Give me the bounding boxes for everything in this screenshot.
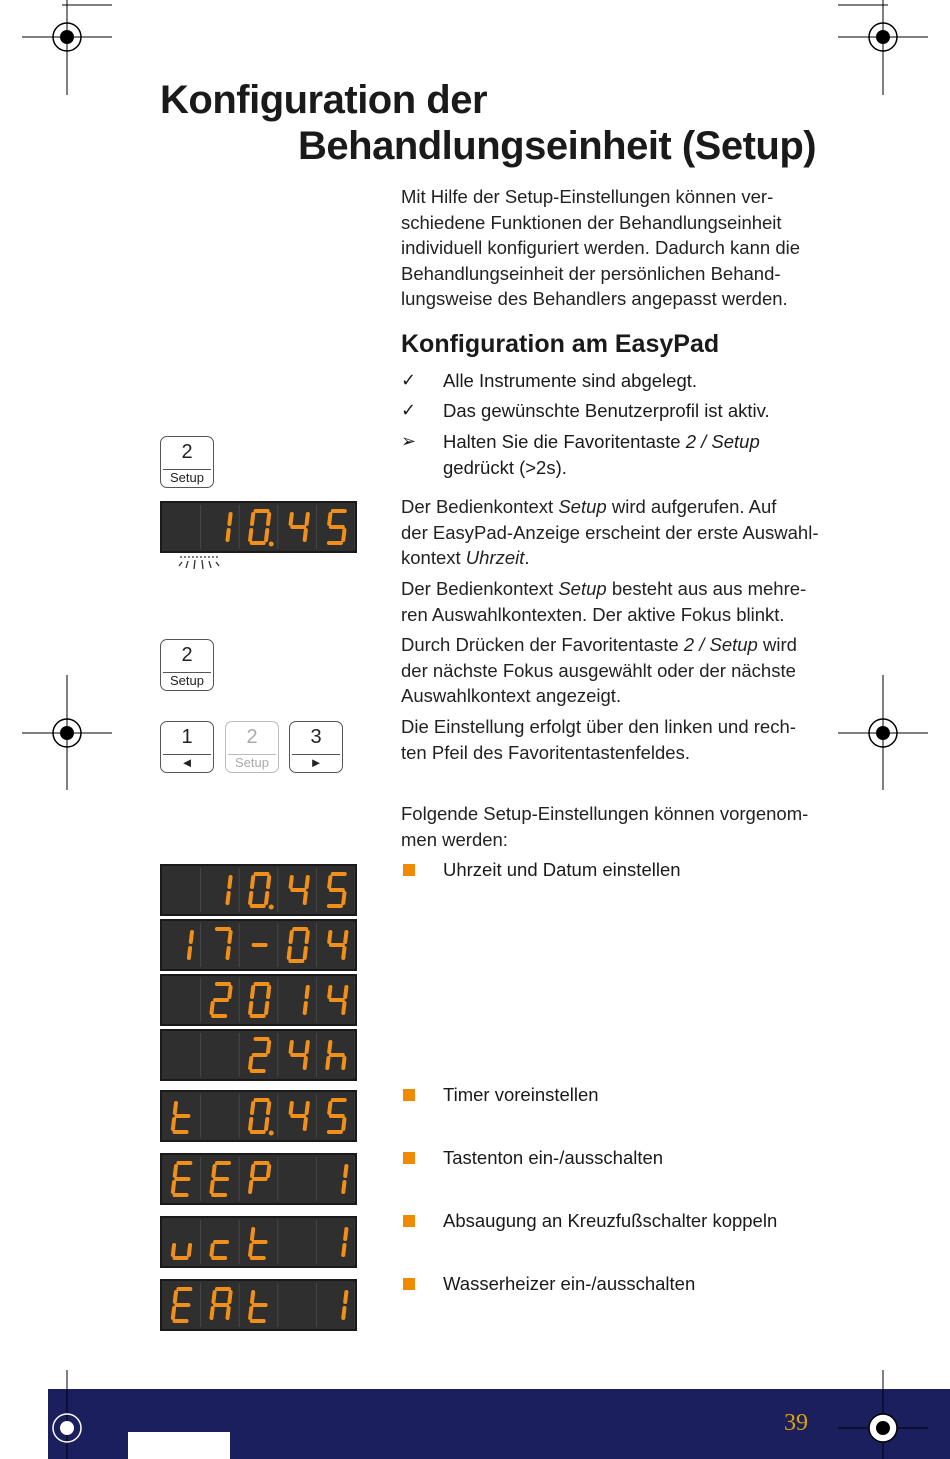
setup-key-2[interactable]: 2 Setup: [160, 639, 214, 691]
led-display-timer: [160, 1090, 357, 1142]
setting-item: Absaugung an Kreuzfußschalter koppeln: [401, 1208, 821, 1234]
led-digit: [250, 874, 274, 910]
crop-mark-top-left: [22, 0, 112, 95]
led-display-date: [160, 919, 357, 971]
led-digit: [189, 932, 192, 958]
action-item: [401, 429, 821, 481]
led-digit: [227, 877, 230, 903]
body-paragraph-2: Der Bedienkontext Setup besteht aus aus mehre- ren Auswahlkontexten. Der aktive Fokus blinkt.: [401, 578, 807, 625]
left-arrow-icon: ◄: [180, 755, 194, 770]
led-digit: [291, 877, 308, 903]
intro-line: Mit Hilfe der Setup-Einstellungen können ver-: [401, 186, 774, 207]
square-bullet-icon: [403, 1215, 415, 1227]
body-paragraph-5: Folgende Setup-Einstellungen können vorgenom- men werden:: [401, 803, 809, 850]
led-digit: [329, 987, 346, 1013]
led-display-heater: [160, 1279, 357, 1331]
led-digit: [343, 1292, 346, 1318]
crop-mark-middle-right: [838, 675, 928, 790]
led-digit: [327, 1042, 344, 1068]
led-digit: [291, 1042, 308, 1068]
setup-key-disabled: 2 Setup: [225, 721, 279, 773]
square-bullet-icon: [403, 1278, 415, 1290]
led-digit: [173, 1163, 190, 1195]
led-display-year: [160, 974, 357, 1026]
led-display-suction: [160, 1216, 357, 1268]
led-digit: [173, 1289, 190, 1321]
led-digit: [250, 984, 269, 1016]
setup-key[interactable]: 2 Setup: [160, 436, 214, 488]
intro-line: schiedene Funktionen der Behandlungseinheit: [401, 211, 782, 233]
led-digit: [173, 1103, 189, 1132]
page-title-line-1: Konfiguration der: [160, 78, 488, 122]
action-key-name: 2 / Setup: [685, 431, 760, 452]
led-digit: [329, 511, 345, 543]
footer-white-block: [128, 1432, 230, 1459]
check-item: [401, 368, 821, 394]
intro-line: Behandlungseinheit der persönlichen Behand-: [401, 262, 781, 284]
led-digit: [305, 987, 308, 1013]
led-digit: [211, 1289, 230, 1318]
led-digit: [250, 511, 274, 547]
check-text: Das gewünschte Benutzerprofil ist aktiv.: [443, 400, 770, 421]
page-title-line-2: Behandlungseinheit (Setup): [298, 124, 817, 168]
setting-item: Wasserheizer ein-/ausschalten: [401, 1271, 821, 1297]
square-bullet-icon: [403, 864, 415, 876]
body-paragraph-4: Die Einstellung erfolgt über den linken und rech- ten Pfeil des Favoritentastenfeldes.: [401, 716, 796, 763]
crop-mark-bottom-left: [22, 1370, 112, 1459]
check-icon: ✓: [401, 370, 417, 390]
check-text: Alle Instrumente sind abgelegt.: [443, 370, 698, 391]
led-digit: [250, 1100, 274, 1136]
led-digit: [291, 1103, 308, 1129]
led-digit: [291, 514, 308, 540]
action-text: gedrückt (>2s).: [443, 456, 567, 478]
square-bullet-icon: [403, 1089, 415, 1101]
right-arrow-icon: ►: [309, 755, 323, 770]
led-digit: [343, 1166, 346, 1192]
body-paragraph-3: Durch Drücken der Favoritentaste 2 / Setup wird der nächste Fokus ausgewählt oder der nächste Auswahlkontext angezeigt.: [401, 634, 797, 706]
action-text: Halten Sie die Favoritentaste: [443, 431, 686, 452]
check-icon: ✓: [401, 400, 417, 420]
led-digit: [227, 514, 230, 540]
section-heading: Konfiguration am EasyPad: [401, 330, 720, 358]
setting-item: Timer voreinstellen: [401, 1082, 821, 1108]
led-digit: [289, 929, 308, 961]
square-bullet-icon: [403, 1152, 415, 1164]
crop-mark-bottom-right: [838, 1370, 928, 1459]
arrow-bullet-icon: ➢: [401, 431, 417, 451]
led-display-beep: [160, 1153, 357, 1205]
led-digit: [250, 1163, 269, 1192]
led-digit: [329, 1100, 345, 1132]
body-paragraph-1: Der Bedienkontext Setup wird aufgerufen. Auf der EasyPad-Anzeige erscheint der erste Auswahl- kontext Uhrzeit.: [401, 496, 819, 568]
page-number: 39: [784, 1410, 808, 1436]
right-arrow-key[interactable]: 3 ►: [289, 721, 343, 773]
led-display-clock: [160, 501, 357, 553]
check-item: [401, 398, 821, 424]
led-digit: [329, 874, 345, 906]
setting-item: Tastenton ein-/ausschalten: [401, 1145, 821, 1171]
intro-paragraph: [401, 184, 800, 312]
led-digit: [211, 1163, 228, 1195]
blink-indicator-icon: [176, 556, 224, 574]
led-digit: [211, 1242, 227, 1258]
intro-line: lungsweise des Behandlers angepasst werden.: [401, 288, 788, 309]
led-digit: [250, 1229, 266, 1258]
intro-line: individuell konfiguriert werden. Dadurch kann die: [401, 237, 801, 258]
led-digit: [217, 929, 231, 958]
crop-mark-middle-left: [22, 675, 112, 790]
led-display-time: [160, 864, 357, 916]
led-digit: [250, 1039, 269, 1071]
led-digit: [329, 932, 346, 958]
setting-item: Uhrzeit und Datum einstellen: [401, 857, 821, 883]
led-digit: [250, 1292, 266, 1321]
left-arrow-key[interactable]: 1 ◄: [160, 721, 214, 773]
led-digit: [343, 1229, 346, 1255]
led-digit: [211, 984, 230, 1016]
led-digit: [173, 1245, 190, 1258]
crop-mark-top-right: [838, 0, 928, 95]
led-display-format: [160, 1029, 357, 1081]
